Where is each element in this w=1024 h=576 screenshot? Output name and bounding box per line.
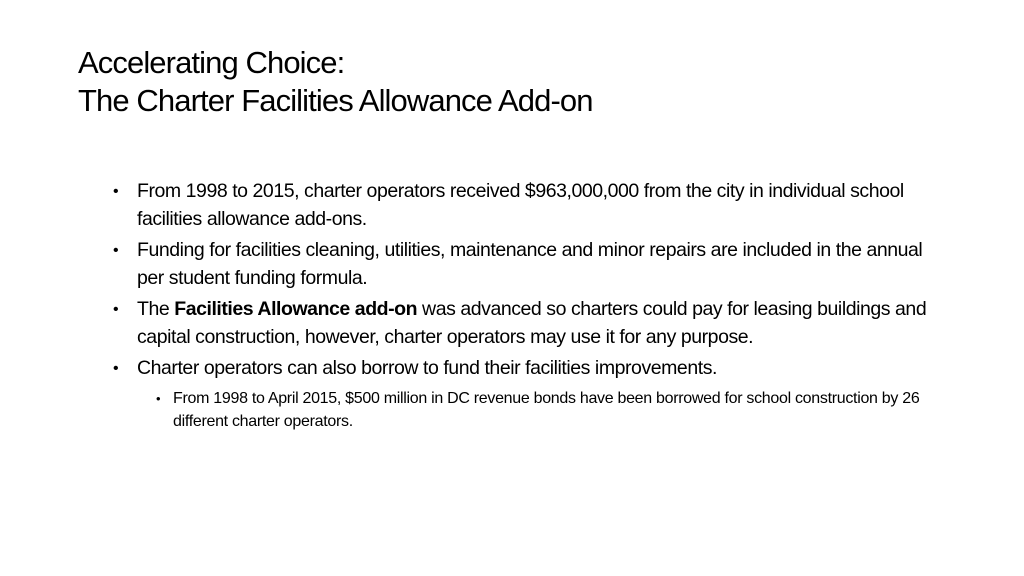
sub-bullet-item [113, 387, 943, 433]
title-line-2: The Charter Facilities Allowance Add-on [78, 83, 593, 118]
bullet-text: Charter operators can also borrow to fund their facilities improvements. [137, 357, 717, 379]
bullet-icon: • [113, 242, 119, 259]
bullet-icon: • [113, 301, 119, 318]
bullet-text-bold: Facilities Allowance add-on [174, 298, 418, 320]
bullet-item [113, 237, 943, 292]
bullet-text: Funding for facilities cleaning, utilities, maintenance and minor repairs are included in the annual per student funding formula. [137, 239, 923, 289]
bullet-item [113, 296, 943, 351]
bullet-item [113, 355, 943, 383]
bullet-item [113, 178, 943, 233]
bullet-text-prefix: The [137, 298, 175, 320]
bullet-text: From 1998 to 2015, charter operators received $963,000,000 from the city in individual school facilities allowance add-ons. [137, 180, 904, 230]
sub-bullet-icon: • [156, 390, 161, 406]
bullet-icon: • [113, 183, 119, 200]
bullet-icon: • [113, 360, 119, 377]
slide-title [78, 44, 978, 120]
sub-bullet-text: From 1998 to April 2015, $500 million in DC revenue bonds have been borrowed for school construction by 26 different charter operators. [173, 389, 920, 430]
slide-body [113, 178, 943, 433]
title-line-1: Accelerating Choice: [78, 45, 345, 80]
bullet-text-suffix: was advanced so charters could pay for leasing buildings and capital construction, however, charter operators may use it for any purpose. [137, 298, 927, 348]
